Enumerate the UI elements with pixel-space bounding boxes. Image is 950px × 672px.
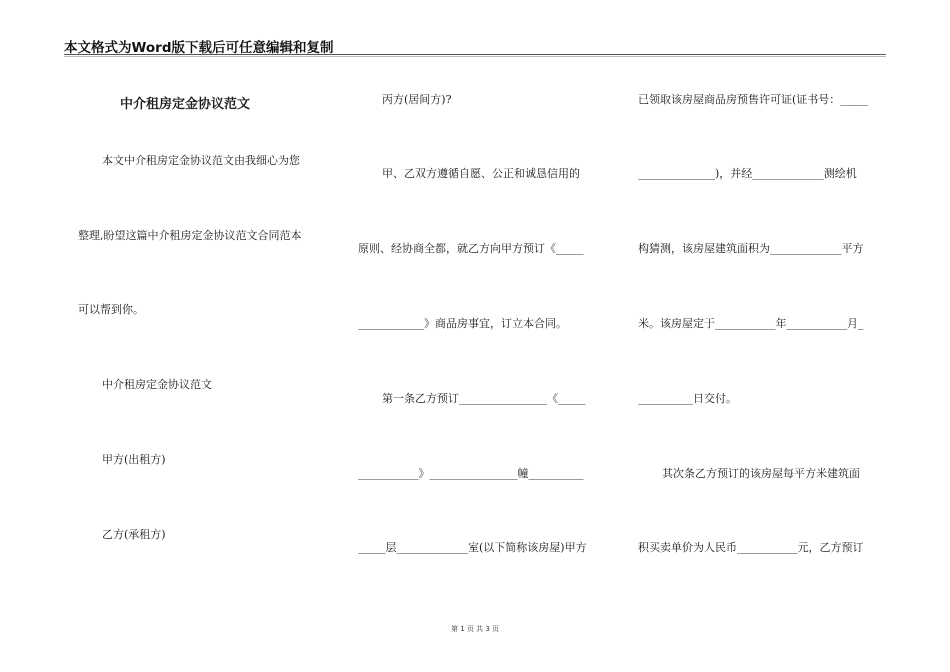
paragraph-line: 本文中介租房定金协议范文由我细心为您 (102, 154, 300, 167)
page-indicator: 第 1 页 共 3 页 (450, 625, 500, 633)
party-label: 乙方(承租方) (102, 528, 166, 541)
party-label: 甲方(出租方) (102, 453, 166, 466)
paragraph-line: 甲、乙双方遵循自愿、公正和诚恳信用的 (382, 167, 580, 180)
paragraph-line: 第一条乙方预订________________《_____ (382, 392, 586, 405)
paragraph-line: ___________》________________幢__________ (358, 467, 584, 480)
paragraph-line: 米。该房屋定于___________年___________月_ (638, 317, 864, 330)
paragraph-line: 已领取该房屋商品房预售许可证(证书号：_____ (638, 93, 868, 106)
banner-divider (64, 54, 886, 57)
paragraph-line: ______________)，并经_____________测绘机 (638, 167, 857, 180)
paragraph-line: 构猜测，该房屋建筑面积为_____________平方 (638, 242, 864, 255)
paragraph-line: __________日交付。 (638, 392, 737, 405)
paragraph-line: 可以帮到你。 (78, 303, 144, 316)
document-title: 中介租房定金协议范文 (120, 97, 251, 112)
paragraph-line: ____________》商品房事宜，订立本合同。 (358, 317, 567, 330)
paragraph-line: 其次条乙方预订的该房屋每平方米建筑面 (662, 467, 860, 480)
party-label: 丙方(居间方)? (382, 93, 452, 106)
paragraph-line: 积买卖单价为人民币___________元，乙方预订 (638, 541, 864, 554)
section-heading: 中介租房定金协议范文 (102, 378, 212, 391)
paragraph-line: 原则、经协商全都，就乙方向甲方预订《_____ (358, 242, 584, 255)
paragraph-line: _____层_____________室(以下简称该房屋)甲方 (358, 541, 587, 554)
paragraph-line: 整理,盼望这篇中介租房定金协议范文合同范本 (78, 229, 302, 242)
document-banner: 本文格式为Word版下载后可任意编辑和复制 (64, 40, 334, 56)
